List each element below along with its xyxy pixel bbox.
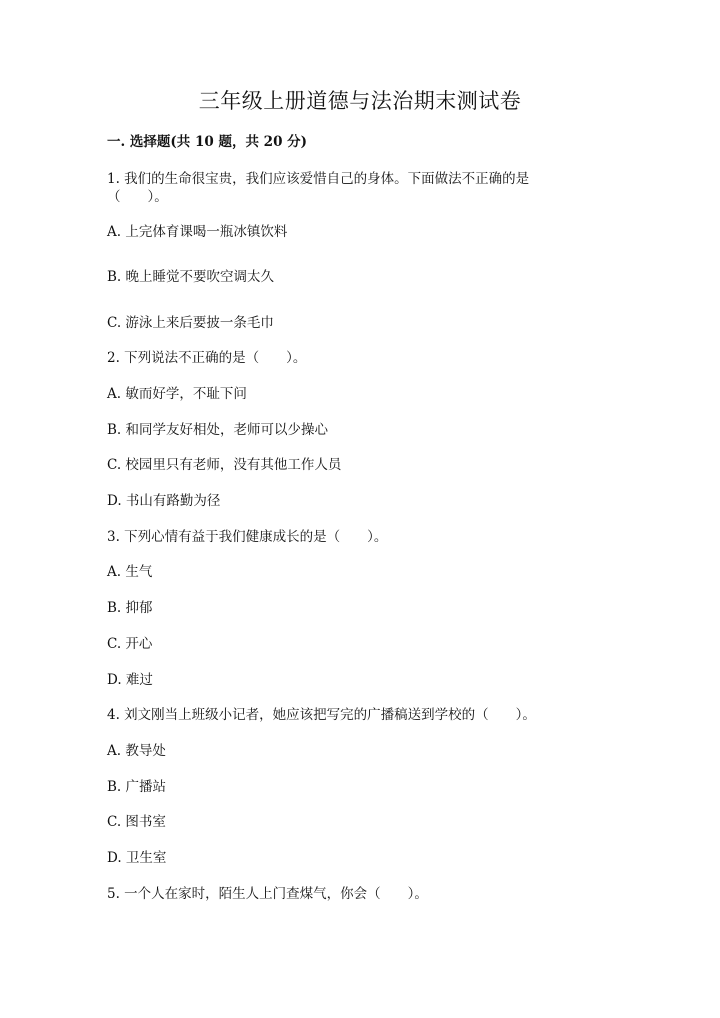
- question-4-stem: 4. 刘文刚当上班级小记者，她应该把写完的广播稿送到学校的（ ）。: [107, 707, 536, 723]
- question-3-option-c: C. 开心: [107, 636, 153, 652]
- question-2-option-c: C. 校园里只有老师，没有其他工作人员: [107, 457, 342, 473]
- question-3-option-b: B. 抑郁: [107, 600, 153, 616]
- document-title: 三年级上册道德与法治期末测试卷: [198, 89, 522, 113]
- question-1-option-b: B. 晚上睡觉不要吹空调太久: [107, 269, 275, 285]
- question-3-stem: 3. 下列心情有益于我们健康成长的是（ ）。: [107, 529, 388, 545]
- question-2-option-b: B. 和同学友好相处，老师可以少操心: [107, 422, 329, 438]
- question-1-option-a: A. 上完体育课喝一瓶冰镇饮料: [107, 224, 288, 240]
- question-3-option-d: D. 难过: [107, 672, 153, 688]
- question-4-option-c: C. 图书室: [107, 814, 166, 830]
- question-1-stem-continued: （ ）。: [107, 189, 168, 205]
- question-1-option-c: C. 游泳上来后要披一条毛巾: [107, 315, 274, 331]
- question-2-stem: 2. 下列说法不正确的是（ ）。: [107, 350, 307, 366]
- question-4-option-a: A. 教导处: [107, 743, 166, 759]
- question-1-stem: 1. 我们的生命很宝贵，我们应该爱惜自己的身体。下面做法不正确的是: [107, 171, 530, 187]
- question-2-option-a: A. 敏而好学，不耻下问: [107, 386, 247, 402]
- question-4-option-d: D. 卫生室: [107, 850, 167, 866]
- question-5-stem: 5. 一个人在家时，陌生人上门查煤气，你会（ ）。: [107, 886, 428, 902]
- question-2-option-d: D. 书山有路勤为径: [107, 493, 221, 509]
- section-heading: 一. 选择题(共 10 题，共 20 分): [107, 134, 308, 150]
- question-3-option-a: A. 生气: [107, 564, 153, 580]
- question-4-option-b: B. 广播站: [107, 779, 167, 795]
